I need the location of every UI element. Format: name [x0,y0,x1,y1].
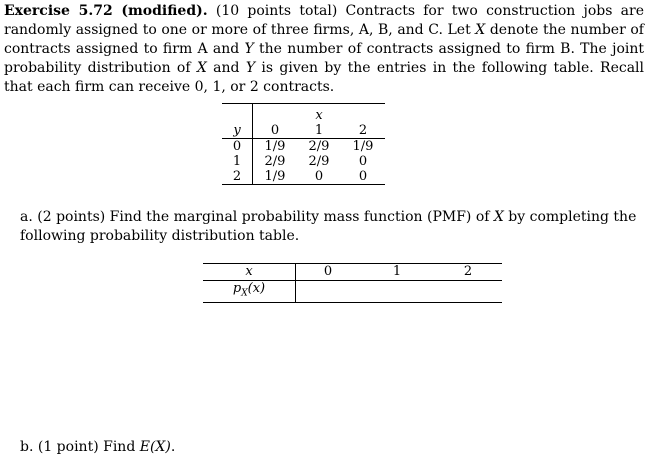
intro-text-5: is given by the entries in the following table. Recall that each firm can receive 0, 1, or 2 contracts. [4,60,645,95]
part-b-tail: . [170,439,176,455]
part-a-question [20,208,650,246]
pmf-answer-cell[interactable] [434,281,502,303]
x-value: 1 [297,123,341,139]
pmf-answer-cell[interactable] [296,281,361,303]
pmf-answer-cell[interactable] [360,281,434,303]
var-x: X [196,60,207,76]
x-row-label: x [203,264,296,281]
prob-cell: 0 [297,169,341,185]
x-value: 2 [341,123,385,139]
exercise-intro [4,2,644,97]
prob-cell: 2/9 [264,154,286,169]
x-value: 2 [434,264,502,281]
part-b-lead: b. (1 point) Find [20,439,140,455]
part-b-question [20,438,175,456]
x-value: 1 [360,264,434,281]
y-value: 0 [222,139,253,155]
prob-cell: 1/9 [253,169,298,185]
table-row [222,123,385,139]
px-row-label: $p_X(x)$ [203,281,296,303]
y-axis-label: y [222,123,253,139]
intro-text-1: (10 points total) Contracts for two construction jobs are randomly assigned to one or more of three firms, A, B, and C. Let [4,3,644,38]
x-value: 0 [296,264,361,281]
prob-cell: 2/9 [308,154,330,169]
y-value: 2 [222,169,253,185]
header-spacer [253,104,298,124]
var-x: X [475,22,486,38]
table-row [222,104,385,124]
x-value: 0 [253,123,298,139]
prob-cell: 0 [358,154,368,169]
table-row [222,139,385,155]
intro-text-4: and [206,60,246,76]
var-y: Y [244,41,254,57]
joint-distribution-table [222,103,385,185]
part-a-lead: a. (2 points) Find the marginal probability mass function (PMF) of [20,209,494,225]
marginal-pmf-table [203,263,502,303]
x-axis-label: x [297,104,341,124]
intro-text-2: denote the number of contracts assigned to firm A and [4,22,644,57]
part-a-tail: by completing the following probability distribution table. [20,209,637,244]
corner-cell [222,104,253,124]
prob-cell: 2/9 [308,139,330,154]
prob-cell: 1/9 [352,139,374,154]
var-y: Y [245,60,256,76]
var-x: X [493,209,504,225]
prob-cell: 0 [341,169,385,185]
table-row [203,281,502,303]
expectation-expr: E(X) [139,439,171,455]
table-row [222,169,385,185]
y-value: 1 [222,154,253,169]
table-row [222,154,385,169]
header-spacer [341,104,385,124]
exercise-heading: Exercise 5.72 (modified). [4,3,208,19]
table-row [203,264,502,281]
intro-text-3: the number of contracts assigned to firm B. The joint probability distribution of [4,41,644,76]
prob-cell: 1/9 [264,139,286,154]
